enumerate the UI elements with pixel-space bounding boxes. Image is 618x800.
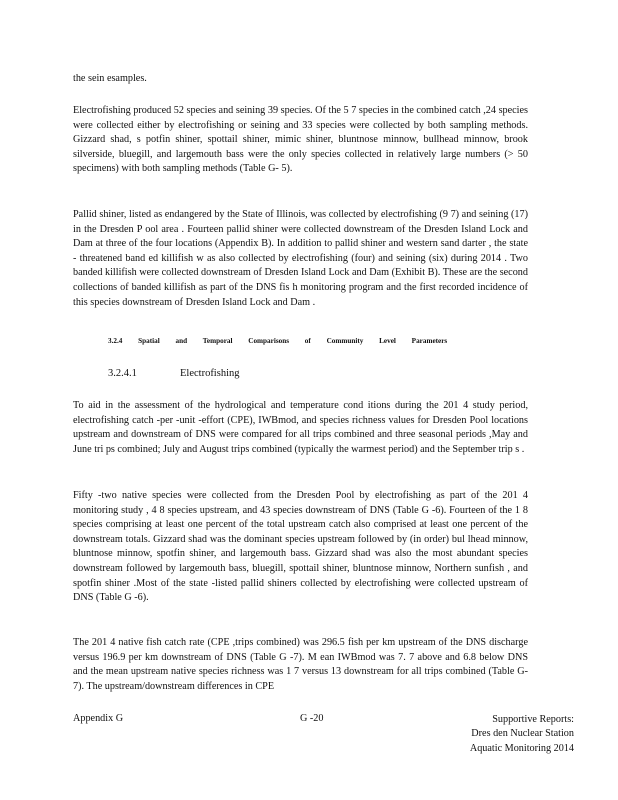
footer-report-info	[470, 713, 574, 756]
section-heading: 3.2.4 Spatial and Temporal Comparisons of Community Level Parameters	[108, 337, 448, 345]
paragraph-assessment: To aid in the assessment of the hydrological and temperature cond itions during the 201 4 study period, electrofishing catch -per -unit -effort (CPE), IWBmod, and species richness values for Dresden Pool locations upstream and downstream of DNS were compared for all trips combined and three seasonal periods ,May and June tri ps combined; July and August trips combined (typically the warmest period) and the September trip s .	[73, 400, 528, 455]
page-number: G -20	[300, 713, 324, 724]
subsection-title: Electrofishing	[180, 368, 240, 379]
paragraph-native-species: Fifty -two native species were collected from the Dresden Pool by electrofishing as part of the 201 4 monitoring study , 4 8 species upstream, and 43 species downstream of DNS (Table G -6). Fourteen of the 1 8 species comprising at least one percent of the total upstream catch also comprised at least one percent of the downstream totals. Gizzard shad was the dominant species upstream followed by (in order) bul lhead minnow, bluntnose minnow, spotfin shiner, and largemouth bass. Gizzard shad was also the most abundant species downstream followed by largemouth bass, bluegill, spottail shiner, bluntnose minnow, Northern sunfish , and spotfin shiner .Most of the state -listed pallid shiners collected by electrofishing were collected upstream of DNS (Table G -6).	[73, 490, 528, 604]
footer-report-line: Supportive Reports:	[492, 714, 574, 725]
footer-appendix: Appendix G	[73, 713, 124, 724]
footer-report-line: Dres den Nuclear Station	[471, 728, 574, 740]
paragraph-fragment: the sein esamples.	[73, 73, 147, 84]
paragraph-species-catch: Electrofishing produced 52 species and seining 39 species. Of the 5 7 species in the combined catch ,24 species were collected either by electrofishing or seining and 33 species were collected by both sampling methods. Gizzard shad, s potfin shiner, spottail shiner, mimic shiner, bluntnose minnow, bullhead minnow, brook silverside, bluegill, and largemouth bass were the only species collected in relatively large numbers (> 50 specimens) with both sampling methods (Table G- 5).	[73, 105, 528, 175]
footer-report-line: Aquatic Monitoring 2014	[469, 742, 574, 754]
subsection-number: 3.2.4.1	[108, 368, 137, 379]
paragraph-pallid-shiner: Pallid shiner, listed as endangered by the State of Illinois, was collected by electrofishing (9 7) and seining (17) in the Dresden P ool area . Fourteen pallid shiner were collected downstream of the Dresden Island Lock and Dam at three of the four locations (Appendix B). In addition to pallid shiner and western sand darter , the state - threatened band ed killifish w as also collected by electrofishing (four) and seining (six) during 2014 . Two banded killifish were collected downstream of Dresden Island Lock and Dam (Exhibit B). These are the second collections of banded killifish as part of the DNS fis h monitoring program and the first recorded incidence of this species downstream of Dresden Island Lock and Dam .	[73, 209, 528, 308]
subsection-heading	[108, 368, 239, 379]
paragraph-catch-rate: The 201 4 native fish catch rate (CPE ,trips combined) was 296.5 fish per km upstream of the DNS discharge versus 196.9 per km downstream of DNS (Table G -7). M ean IWBmod was 7. 7 above and 6.8 below DNS and the mean upstream native species richness was 1 7 versus 13 downstream for all trips combined (Table G-7). The upstream/downstream differences in CPE	[73, 637, 528, 692]
